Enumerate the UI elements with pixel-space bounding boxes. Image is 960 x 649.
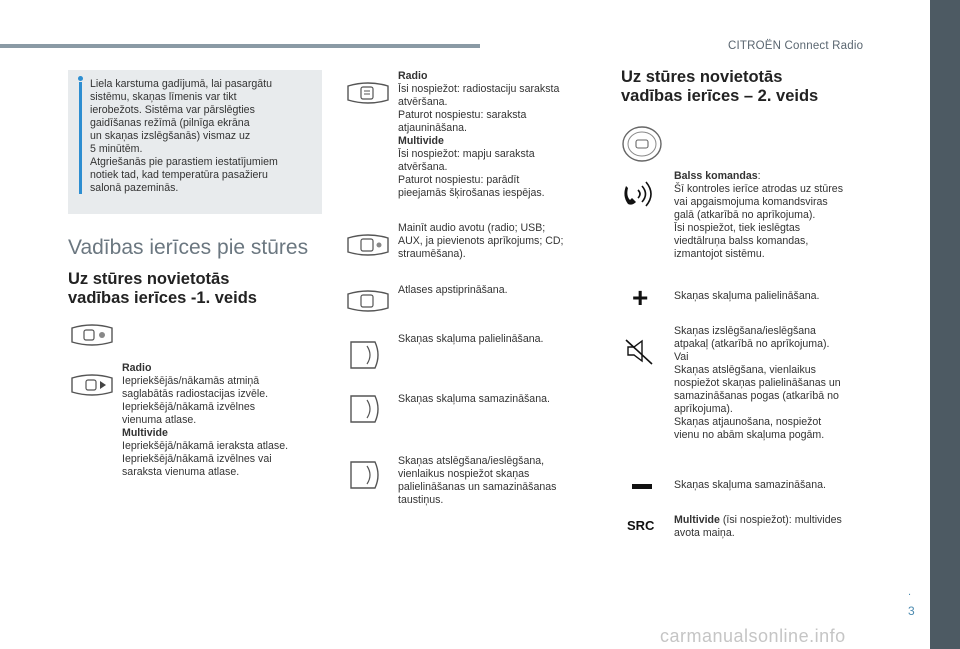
volume-up-stalk-icon — [345, 338, 385, 372]
mute-type2-text: Skaņas izslēgšana/ieslēgšana atpakaļ (atkarībā no aprīkojuma). Vai Skaņas atslēgšana, vienlaikus nospiežot skaņas palielināšanas un samazināšanas pogas (atkarībā no aprīkojuma). Skaņas atjaunošana, nospiežot vienu no abām skaļuma pogām. — [674, 325, 841, 441]
voice-command-icon — [622, 178, 660, 208]
src-icon: SRC — [627, 518, 655, 533]
notice-text: Liela karstuma gadījumā, lai pasargātu sistēmu, skaņas līmenis var tikt ierobežots. Sistēma var pārslēgties gaidīšanas režīmā (pilnīga ekrāna un skaņas izslēgšanās) vismaz uz 5 minūtēm. Atgriešanās pie parastiem iestatījumiem notiek tad, kad temperatūra pasažieru salonā pazeminās. — [90, 78, 278, 194]
header-rule — [0, 44, 480, 48]
seek-buttons-icon — [68, 372, 116, 400]
steering-stalk-icon — [68, 320, 116, 350]
confirm-button-icon — [345, 288, 391, 316]
minus-text: Skaņas skaļuma samazināšana. — [674, 479, 826, 491]
section-title: Vadības ierīces pie stūres — [68, 236, 309, 259]
type1-heading: Uz stūres novietotās vadības ierīces -1. veids — [68, 270, 257, 307]
mute-speaker-icon — [622, 336, 658, 366]
watermark: carmanualsonline.info — [660, 626, 846, 646]
volume-down-stalk-icon — [345, 392, 385, 426]
steering-wheel-icon — [620, 124, 664, 164]
volume-up-text: Skaņas skaļuma palielināšana. — [398, 333, 544, 345]
source-text: Mainīt audio avotu (radio; USB; AUX, ja pievienots aprīkojums; CD; straumēšana). — [398, 222, 564, 260]
voice-command-text: Balss komandas: Šī kontroles ierīce atrodas uz stūres vai apgaismojuma komandsviras galā (atkarībā no aprīkojuma). Īsi nospiežot, tiek ieslēgtas viedtālruņa balss komandas, izmantojot sistēmu. — [674, 170, 843, 260]
radio-list-button-icon — [345, 80, 391, 108]
page-dot: . — [908, 586, 912, 598]
plus-text: Skaņas skaļuma palielināšana. — [674, 290, 820, 302]
source-button-icon — [345, 232, 391, 260]
confirm-text: Atlases apstiprināšana. — [398, 284, 508, 296]
src-text: Multivide (īsi nospiežot): multivides avota maiņa. — [674, 514, 842, 539]
brand-title: CITROËN Connect Radio — [728, 40, 864, 52]
plus-icon: + — [632, 282, 649, 313]
info-bar — [79, 82, 82, 194]
mute-stalk-icon — [345, 458, 385, 492]
volume-down-text: Skaņas skaļuma samazināšana. — [398, 393, 550, 405]
minus-icon — [632, 484, 652, 489]
info-icon — [78, 76, 83, 81]
type1-radio-text: Radio Iepriekšējās/nākamās atmiņā saglabātās radiostacijas izvēle. Iepriekšējā/nākamā izvēlnes vienuma atlase. Multivide Iepriekšējā/nākamā ieraksta atlase. Iepriekšējā/nākamā izvēlnes vai saraksta vienuma atlase. — [122, 362, 289, 478]
radio-block-text: Radio Īsi nospiežot: radiostaciju saraksta atvēršana. Paturot nospiestu: saraksta atjaunināšana. Multivide Īsi nospiežot: mapju saraksta atvēršana. Paturot nospiestu: parādīt pieejamās šķirošanas iespējas. — [398, 70, 560, 199]
info-notice — [68, 70, 322, 214]
page-edge-band — [930, 0, 960, 649]
page-number: 3 — [908, 604, 915, 618]
type2-heading: Uz stūres novietotās vadības ierīces – 2. veids — [621, 68, 819, 105]
mute-text: Skaņas atslēgšana/ieslēgšana, vienlaikus nospiežot skaņas palielināšanas un samazināšanas taustiņus. — [398, 455, 557, 506]
